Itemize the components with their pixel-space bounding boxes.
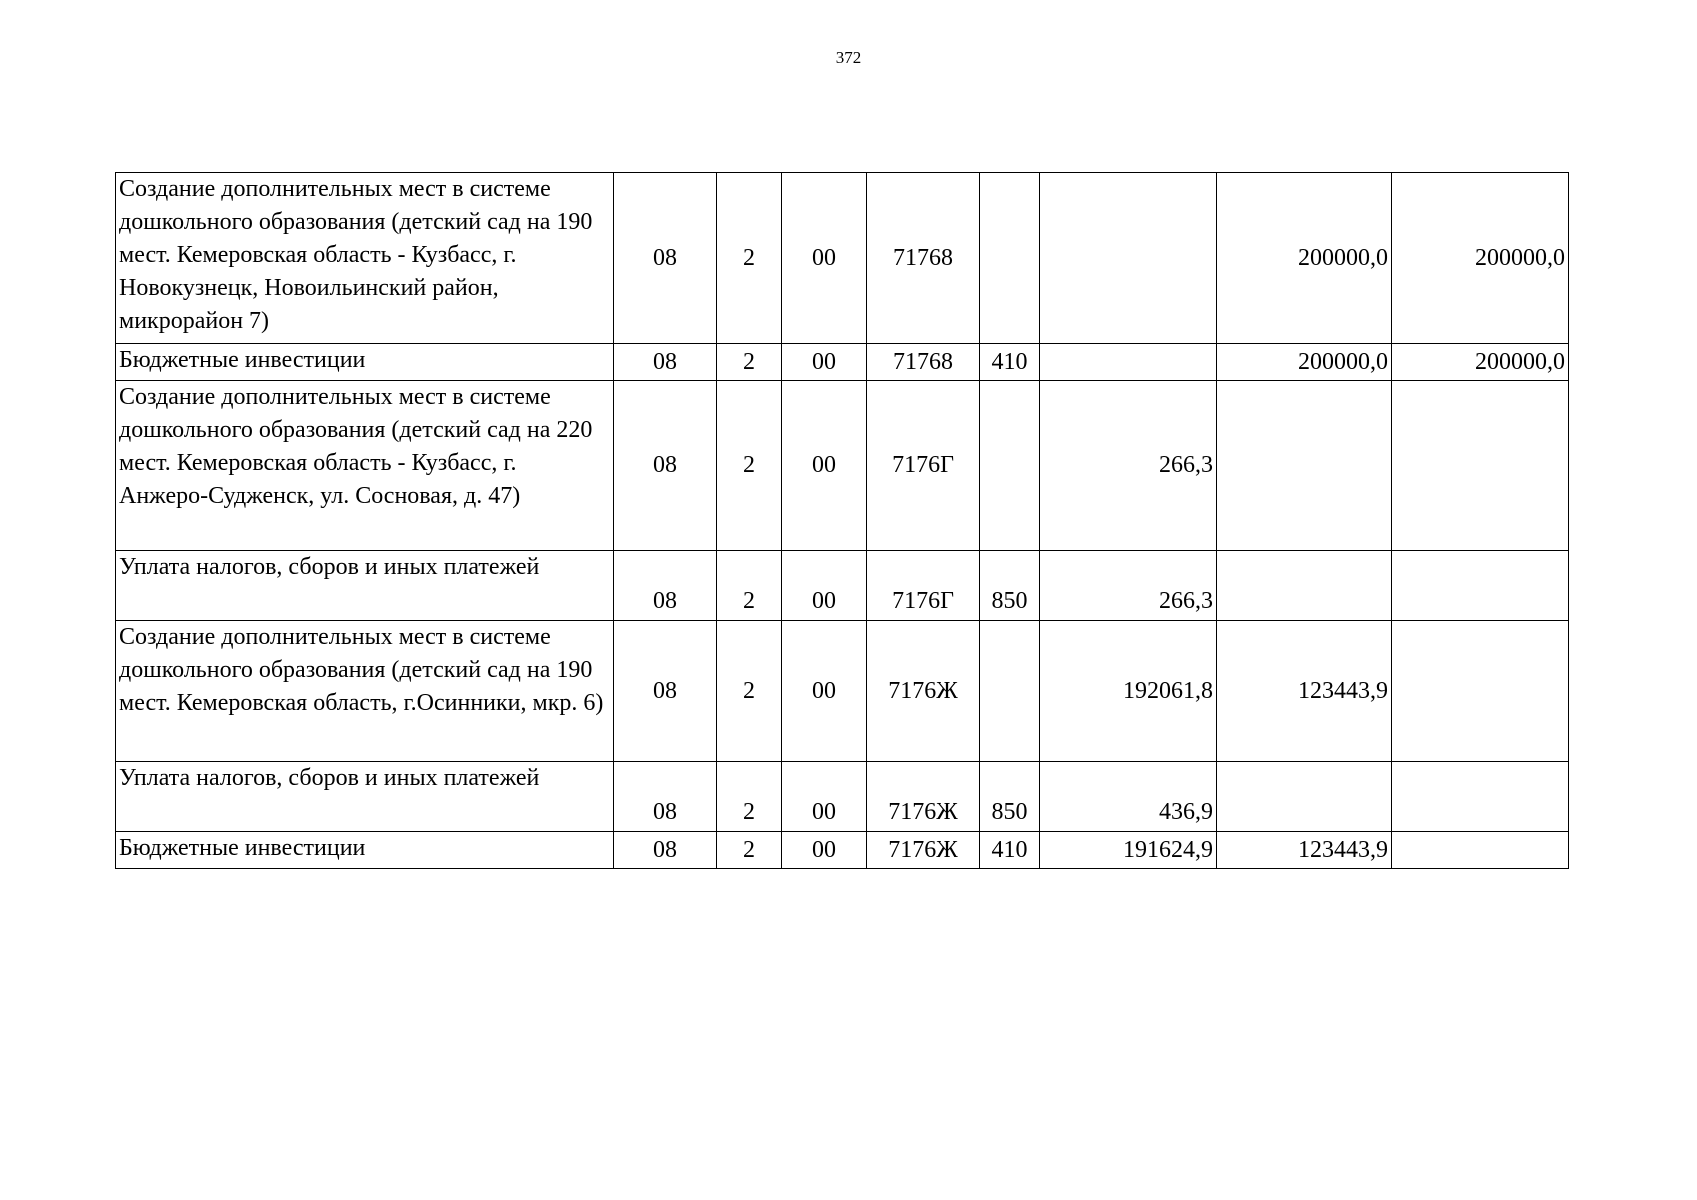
table-row [116, 381, 1569, 551]
direction-code: 7176Ж [867, 832, 980, 869]
table-row [116, 832, 1569, 869]
program-code: 2 [717, 551, 782, 621]
amount-year-2 [1217, 551, 1392, 621]
program-code: 2 [717, 832, 782, 869]
amount-year-3 [1392, 762, 1569, 832]
table-row [116, 551, 1569, 621]
amount-year-1 [1040, 344, 1217, 381]
amount-year-2: 200000,0 [1217, 344, 1392, 381]
program-code: 2 [717, 762, 782, 832]
direction-code: 71768 [867, 344, 980, 381]
amount-year-1: 266,3 [1040, 551, 1217, 621]
section-code: 08 [614, 621, 717, 762]
subprogram-code: 00 [782, 173, 867, 344]
program-code: 2 [717, 621, 782, 762]
expense-type-code: 410 [980, 832, 1040, 869]
amount-year-1: 436,9 [1040, 762, 1217, 832]
row-description: Создание дополнительных мест в системе дошкольного образования (детский сад на 190 мест. Кемеровская область, г.Осинники, мкр. 6) [116, 621, 614, 762]
expense-type-code: 410 [980, 344, 1040, 381]
row-description: Создание дополнительных мест в системе дошкольного образования (детский сад на 190 мест. Кемеровская область - Кузбасс, г. Новокузнецк, Новоильинский район, микрорайон 7) [116, 173, 614, 344]
amount-year-2: 123443,9 [1217, 621, 1392, 762]
subprogram-code: 00 [782, 551, 867, 621]
section-code: 08 [614, 344, 717, 381]
table-row [116, 173, 1569, 344]
section-code: 08 [614, 173, 717, 344]
amount-year-2: 200000,0 [1217, 173, 1392, 344]
row-description: Уплата налогов, сборов и иных платежей [116, 551, 614, 621]
subprogram-code: 00 [782, 381, 867, 551]
table-row [116, 344, 1569, 381]
table-row [116, 621, 1569, 762]
amount-year-1: 266,3 [1040, 381, 1217, 551]
program-code: 2 [717, 344, 782, 381]
direction-code: 71768 [867, 173, 980, 344]
subprogram-code: 00 [782, 762, 867, 832]
expense-type-code: 850 [980, 551, 1040, 621]
row-description: Бюджетные инвестиции [116, 832, 614, 869]
section-code: 08 [614, 832, 717, 869]
amount-year-3: 200000,0 [1392, 173, 1569, 344]
direction-code: 7176Г [867, 551, 980, 621]
section-code: 08 [614, 762, 717, 832]
subprogram-code: 00 [782, 621, 867, 762]
direction-code: 7176Ж [867, 621, 980, 762]
amount-year-3: 200000,0 [1392, 344, 1569, 381]
amount-year-1 [1040, 173, 1217, 344]
subprogram-code: 00 [782, 832, 867, 869]
amount-year-2 [1217, 381, 1392, 551]
expense-type-code: 850 [980, 762, 1040, 832]
section-code: 08 [614, 381, 717, 551]
amount-year-1: 192061,8 [1040, 621, 1217, 762]
amount-year-3 [1392, 832, 1569, 869]
direction-code: 7176Г [867, 381, 980, 551]
row-description: Создание дополнительных мест в системе дошкольного образования (детский сад на 220 мест. Кемеровская область - Кузбасс, г. Анжеро-Судженск, ул. Сосновая, д. 47) [116, 381, 614, 551]
amount-year-3 [1392, 621, 1569, 762]
direction-code: 7176Ж [867, 762, 980, 832]
expense-type-code [980, 173, 1040, 344]
expense-type-code [980, 381, 1040, 551]
program-code: 2 [717, 173, 782, 344]
table-row [116, 762, 1569, 832]
row-description: Бюджетные инвестиции [116, 344, 614, 381]
program-code: 2 [717, 381, 782, 551]
budget-table [115, 172, 1569, 869]
row-description: Уплата налогов, сборов и иных платежей [116, 762, 614, 832]
subprogram-code: 00 [782, 344, 867, 381]
expense-type-code [980, 621, 1040, 762]
amount-year-2 [1217, 762, 1392, 832]
amount-year-3 [1392, 381, 1569, 551]
amount-year-3 [1392, 551, 1569, 621]
amount-year-1: 191624,9 [1040, 832, 1217, 869]
section-code: 08 [614, 551, 717, 621]
page-number: 372 [835, 48, 862, 67]
amount-year-2: 123443,9 [1217, 832, 1392, 869]
